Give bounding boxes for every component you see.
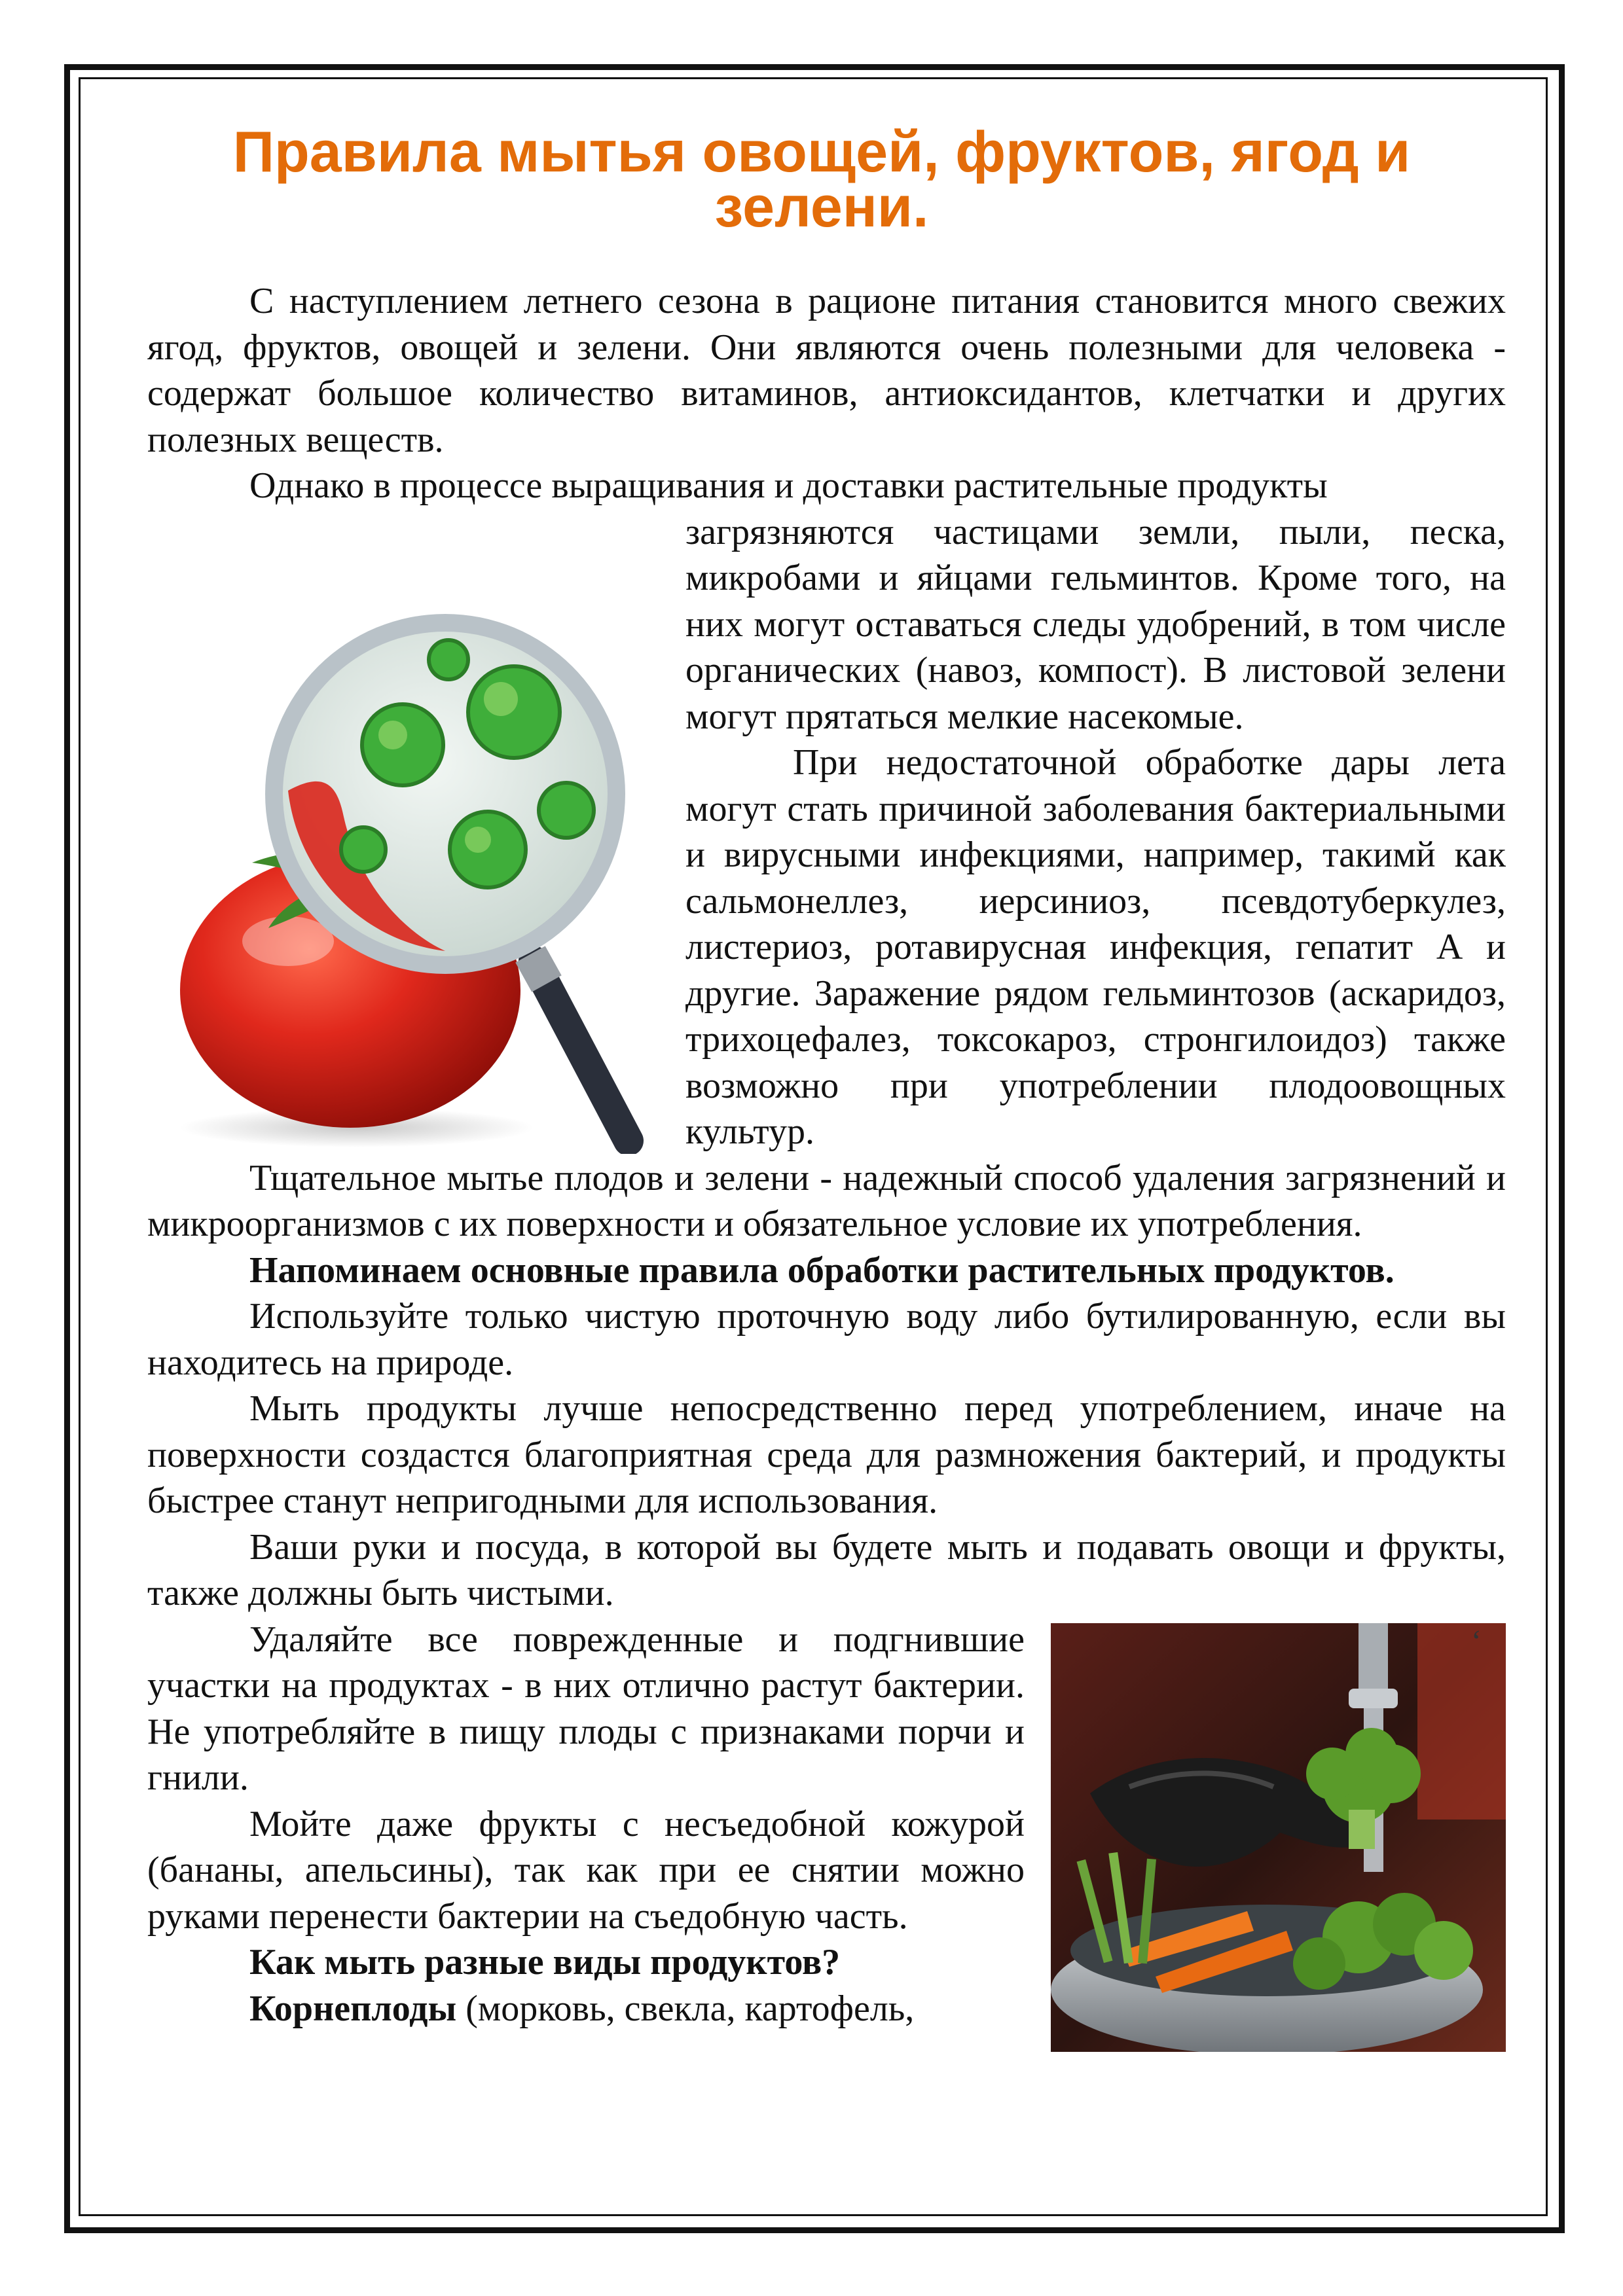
- page-title: [147, 119, 1496, 239]
- how-to-wash-heading: Как мыть разные виды продуктов?: [249, 1942, 841, 1982]
- paragraph-infections: При недостаточной обработке дары лета могут стать причиной заболевания бактериальными и вирусными инфекциями, например, такимй как сальмонеллез, иерсиниоз, псевдотуберкулез, листериоз, ротавирусная инфекция, гепатит А и другие. Заражение рядом гельминтозов (аскаридоз, трихоцефалез, токсокароз, стронгилоидоз) также возможно при употреблении плодоовощных культур.: [685, 742, 1506, 1152]
- paragraph-washing-importance: Тщательное мытье плодов и зелени - надежный способ удаления загрязнений и микроорганизмов с их поверхности и обязательное условие их употребления.: [147, 1157, 1506, 1244]
- paragraph-wash-before-eating: Мыть продукты лучше непосредственно перед употреблением, иначе на поверхности создастся благоприятная среда для размножения бактерий, и продукты быстрее станут непригодными для использования.: [147, 1388, 1506, 1521]
- paragraph-clean-hands: Ваши руки и посуда, в которой вы будете мыть и подавать овощи и фрукты, также должны быть чистыми.: [147, 1526, 1506, 1613]
- washing-broccoli-photo: [1051, 1623, 1506, 2052]
- tomato-magnifier-illustration: [147, 509, 671, 1154]
- paragraph-rules-heading: [147, 1247, 1506, 1294]
- title-line-1: Правила мытья овощей, фруктов, ягод и: [232, 119, 1411, 184]
- article-body: [147, 278, 1506, 2052]
- root-vegetables-label: Корнеплоды: [249, 1988, 457, 2029]
- root-vegetables-text: (морковь, свекла, картофель,: [456, 1988, 915, 2029]
- rules-heading: Напоминаем основные правила обработки растительных продуктов.: [249, 1249, 1395, 1291]
- title-line-2: зелени.: [714, 174, 929, 239]
- paragraph-intro: С наступлением летнего сезона в рационе питания становится много свежих ягод, фруктов, овощей и зелени. Они являются очень полезными для человека - содержат большое количество витаминов, антиоксидантов, клетчатки и других полезных веществ.: [147, 281, 1506, 460]
- paragraph-contamination-lead: Однако в процессе выращивания и доставки растительные продукты: [249, 465, 1328, 506]
- paragraph-inedible-peel: Мойте даже фрукты с несъедобной кожурой (бананы, апельсины), так как при ее снятии можно руками перенести бактерии на съедобную часть.: [147, 1803, 1025, 1937]
- paragraph-contamination: загрязняются частицами земли, пыли, песка, микробами и яйцами гельминтов. Кроме того, на них могут оставаться следы удобрений, в том числе органических (навоз, компост). В листовой зелени могут прятаться мелкие насекомые.: [685, 511, 1506, 737]
- paragraph-remove-damaged: Удаляйте все поврежденные и подгнившие участки на продуктах - в них отлично растут бактерии. Не употребляйте в пищу плоды с признаками порчи и гнили.: [147, 1619, 1025, 1798]
- stray-mark: ‘: [1471, 1624, 1482, 1659]
- paragraph-clean-water: Используйте только чистую проточную воду либо бутилированную, если вы находитесь на природе.: [147, 1296, 1506, 1383]
